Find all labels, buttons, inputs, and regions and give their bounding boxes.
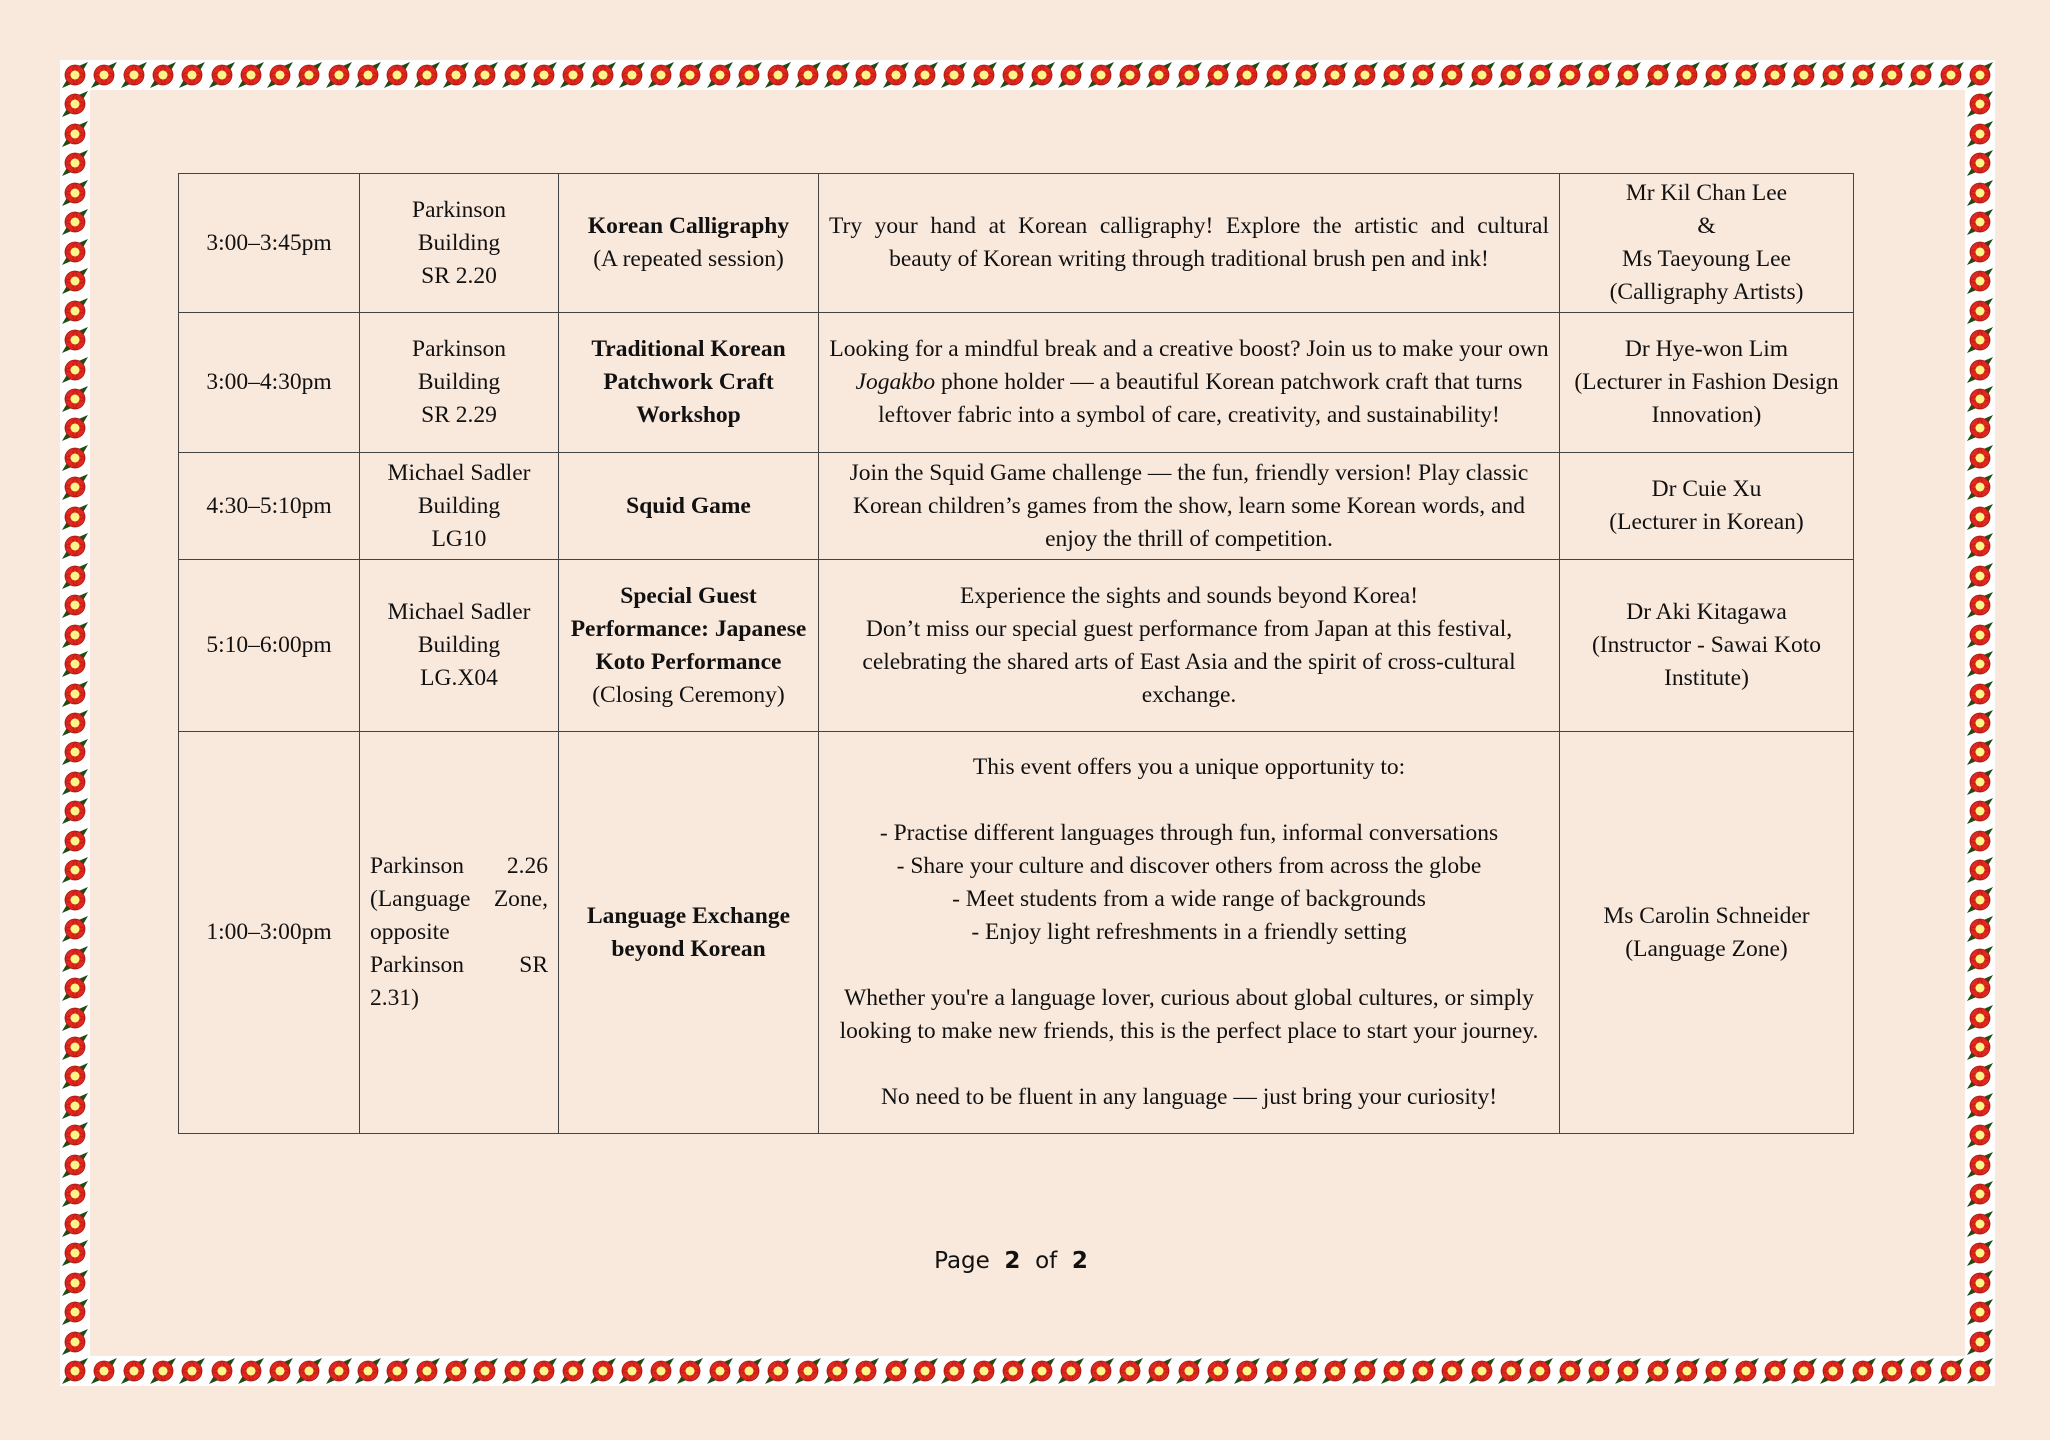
flower-icon bbox=[207, 60, 237, 90]
flower-icon bbox=[1965, 178, 1995, 208]
flower-icon bbox=[382, 60, 412, 90]
location-cell: Parkinson Building SR 2.20 bbox=[360, 174, 559, 313]
flower-icon bbox=[177, 1356, 207, 1386]
flower-icon bbox=[1555, 60, 1585, 90]
flower-icon bbox=[1965, 767, 1995, 797]
flower-icon bbox=[1965, 885, 1995, 915]
flower-icon bbox=[1232, 60, 1262, 90]
flower-icon bbox=[470, 1356, 500, 1386]
flower-icon bbox=[1262, 60, 1292, 90]
description-text: phone holder — a beautiful Korean patchwork craft that turns leftover fabric into a symbol of care, creativity, and sustainability! bbox=[878, 369, 1523, 428]
flower-icon bbox=[763, 1356, 793, 1386]
location-cell: Parkinson Building SR 2.29 bbox=[360, 313, 559, 453]
flower-icon bbox=[500, 60, 530, 90]
location-cell: Michael Sadler Building LG10 bbox=[360, 453, 559, 560]
time-cell: 4:30–5:10pm bbox=[179, 453, 360, 560]
flower-icon bbox=[1965, 502, 1995, 532]
flower-icon bbox=[1965, 796, 1995, 826]
flower-icon bbox=[60, 325, 90, 355]
flower-icon bbox=[1965, 973, 1995, 1003]
flower-icon bbox=[675, 60, 705, 90]
flower-icon bbox=[60, 266, 90, 296]
flower-icon bbox=[1731, 60, 1761, 90]
description-cell bbox=[819, 313, 1560, 453]
flower-icon bbox=[1672, 60, 1702, 90]
flower-icon bbox=[1965, 590, 1995, 620]
flower-icon bbox=[1936, 60, 1966, 90]
flower-icon bbox=[60, 796, 90, 826]
flower-icon bbox=[60, 973, 90, 1003]
flower-icon bbox=[851, 1356, 881, 1386]
flower-icon bbox=[1965, 1003, 1995, 1033]
description-cell: Try your hand at Korean calligraphy! Explore the artistic and cultural beauty of Korean writing through traditional brush pen and ink! bbox=[819, 174, 1560, 313]
flower-icon bbox=[60, 148, 90, 178]
flower-icon bbox=[89, 1356, 119, 1386]
flower-icon bbox=[60, 384, 90, 414]
flower-icon bbox=[441, 60, 471, 90]
time-cell: 3:00–4:30pm bbox=[179, 313, 360, 453]
flower-icon bbox=[1643, 60, 1673, 90]
flower-icon bbox=[851, 60, 881, 90]
flower-icon bbox=[1965, 413, 1995, 443]
description-cell: This event offers you a unique opportunity to: - Practise different languages through fun, informal conversations - Share your culture and discover others from across the globe - Meet students from a wide range of backgrounds - Enjoy light refreshments in a friendly setting Whether you're a language lover, curious about global cultures, or simply looking to make new friends, this is the perfect place to start your journey. No need to be fluent in any language — just bring your curiosity! bbox=[819, 732, 1560, 1134]
flower-icon bbox=[119, 1356, 149, 1386]
flower-icon bbox=[1818, 60, 1848, 90]
flower-icon bbox=[60, 1297, 90, 1327]
flower-icon bbox=[148, 60, 178, 90]
description-cell: Join the Squid Game challenge — the fun, friendly version! Play classic Korean children’s games from the show, learn some Korean words, and enjoy the thrill of competition. bbox=[819, 453, 1560, 560]
flower-icon bbox=[1965, 266, 1995, 296]
flower-icon bbox=[470, 60, 500, 90]
flower-icon bbox=[1965, 737, 1995, 767]
of-label: of bbox=[1035, 1248, 1058, 1274]
flower-icon bbox=[60, 590, 90, 620]
flower-icon bbox=[705, 60, 735, 90]
flower-icon bbox=[939, 1356, 969, 1386]
flower-icon bbox=[1965, 355, 1995, 385]
flower-icon bbox=[646, 1356, 676, 1386]
flower-icon bbox=[1965, 531, 1995, 561]
flower-icon bbox=[1027, 1356, 1057, 1386]
flower-icon bbox=[60, 119, 90, 149]
flower-icon bbox=[265, 60, 295, 90]
flower-icon bbox=[60, 737, 90, 767]
flower-icon bbox=[1086, 60, 1116, 90]
flower-icon bbox=[1965, 472, 1995, 502]
flower-icon bbox=[1965, 325, 1995, 355]
flower-icon bbox=[60, 620, 90, 650]
flower-icon bbox=[1965, 620, 1995, 650]
flower-icon bbox=[60, 944, 90, 974]
host-cell: Ms Carolin Schneider (Language Zone) bbox=[1560, 732, 1854, 1134]
location-cell: Michael Sadler Building LG.X04 bbox=[360, 560, 559, 732]
flower-icon bbox=[1965, 443, 1995, 473]
flower-icon bbox=[1965, 561, 1995, 591]
flower-icon bbox=[1965, 384, 1995, 414]
flower-icon bbox=[1232, 1356, 1262, 1386]
flower-icon bbox=[265, 1356, 295, 1386]
flower-icon bbox=[60, 1150, 90, 1180]
event-cell bbox=[559, 560, 819, 732]
flower-icon bbox=[646, 60, 676, 90]
flower-icon bbox=[588, 1356, 618, 1386]
flower-icon bbox=[734, 1356, 764, 1386]
flower-icon bbox=[822, 1356, 852, 1386]
flower-icon bbox=[60, 1327, 90, 1357]
flower-icon bbox=[60, 1091, 90, 1121]
flower-icon bbox=[60, 679, 90, 709]
flower-icon bbox=[1027, 60, 1057, 90]
event-subtitle: (A repeated session) bbox=[593, 246, 784, 272]
flower-icon bbox=[177, 60, 207, 90]
flower-icon bbox=[60, 443, 90, 473]
event-subtitle: (Closing Ceremony) bbox=[592, 681, 785, 708]
flower-icon bbox=[500, 1356, 530, 1386]
event-title: Korean Calligraphy bbox=[587, 213, 790, 239]
flower-icon bbox=[324, 60, 354, 90]
flower-icon bbox=[1408, 1356, 1438, 1386]
flower-icon bbox=[1789, 1356, 1819, 1386]
description-text: Looking for a mindful break and a creative boost? Join us to make your own bbox=[829, 336, 1549, 362]
flower-icon bbox=[1496, 1356, 1526, 1386]
flower-icon bbox=[1877, 60, 1907, 90]
flower-icon bbox=[1965, 60, 1995, 90]
flower-icon bbox=[1584, 1356, 1614, 1386]
flower-icon bbox=[1467, 60, 1497, 90]
flower-icon bbox=[617, 60, 647, 90]
flower-icon bbox=[1320, 1356, 1350, 1386]
flower-icon bbox=[1467, 1356, 1497, 1386]
flower-icon bbox=[294, 60, 324, 90]
flower-icon bbox=[60, 767, 90, 797]
flower-icon bbox=[1965, 207, 1995, 237]
flower-icon bbox=[1555, 1356, 1585, 1386]
flower-icon bbox=[1965, 914, 1995, 944]
flower-icon bbox=[998, 1356, 1028, 1386]
flower-icon bbox=[1584, 60, 1614, 90]
flower-icon bbox=[998, 60, 1028, 90]
description-cell: Experience the sights and sounds beyond Korea! Don’t miss our special guest performance from Japan at this festival, celebrating the shared arts of East Asia and the spirit of cross-cultural exchange. bbox=[819, 560, 1560, 732]
flower-icon bbox=[60, 89, 90, 119]
flower-icon bbox=[1965, 119, 1995, 149]
flower-icon bbox=[353, 60, 383, 90]
flower-icon bbox=[60, 531, 90, 561]
event-title: Traditional Korean Patchwork Craft Workshop bbox=[559, 313, 819, 453]
flower-icon bbox=[294, 1356, 324, 1386]
flower-icon bbox=[236, 1356, 266, 1386]
event-cell bbox=[559, 174, 819, 313]
flower-icon bbox=[1965, 1150, 1995, 1180]
flower-icon bbox=[881, 1356, 911, 1386]
flower-icon bbox=[119, 60, 149, 90]
schedule-table bbox=[178, 173, 1854, 1134]
host-cell: Dr Aki Kitagawa (Instructor - Sawai Koto Institute) bbox=[1560, 560, 1854, 732]
flower-icon bbox=[1350, 60, 1380, 90]
flower-icon bbox=[60, 561, 90, 591]
flower-icon bbox=[1672, 1356, 1702, 1386]
flower-icon bbox=[1965, 649, 1995, 679]
flower-icon bbox=[793, 1356, 823, 1386]
flower-icon bbox=[60, 502, 90, 532]
flower-icon bbox=[1848, 1356, 1878, 1386]
flower-icon bbox=[1144, 60, 1174, 90]
flower-icon bbox=[763, 60, 793, 90]
host-cell: Dr Cuie Xu (Lecturer in Korean) bbox=[1560, 453, 1854, 560]
flower-icon bbox=[1965, 296, 1995, 326]
flower-icon bbox=[910, 60, 940, 90]
flower-icon bbox=[1379, 60, 1409, 90]
time-cell: 1:00–3:00pm bbox=[179, 732, 360, 1134]
description-emphasis: Jogakbo bbox=[855, 369, 936, 395]
flower-icon bbox=[148, 1356, 178, 1386]
flower-icon bbox=[1115, 1356, 1145, 1386]
event-title: Special Guest Performance: Japanese Koto Performance bbox=[570, 582, 807, 675]
flower-icon bbox=[1320, 60, 1350, 90]
flower-icon bbox=[1613, 1356, 1643, 1386]
flower-icon bbox=[60, 855, 90, 885]
flower-icon bbox=[60, 1032, 90, 1062]
flower-icon bbox=[60, 237, 90, 267]
flower-icon bbox=[60, 413, 90, 443]
flower-icon bbox=[1760, 1356, 1790, 1386]
flower-icon bbox=[558, 60, 588, 90]
flower-icon bbox=[969, 1356, 999, 1386]
flower-icon bbox=[1056, 1356, 1086, 1386]
host-cell: Dr Hye-won Lim (Lecturer in Fashion Design Innovation) bbox=[1560, 313, 1854, 453]
flower-icon bbox=[60, 885, 90, 915]
flower-icon bbox=[60, 60, 90, 90]
flower-icon bbox=[1291, 60, 1321, 90]
flower-icon bbox=[1965, 1091, 1995, 1121]
flower-icon bbox=[60, 296, 90, 326]
flower-icon bbox=[207, 1356, 237, 1386]
flower-icon bbox=[910, 1356, 940, 1386]
flower-icon bbox=[60, 472, 90, 502]
flower-icon bbox=[412, 1356, 442, 1386]
flower-icon bbox=[1643, 1356, 1673, 1386]
flower-icon bbox=[60, 1003, 90, 1033]
flower-icon bbox=[1496, 60, 1526, 90]
flower-icon bbox=[675, 1356, 705, 1386]
flower-icon bbox=[60, 1061, 90, 1091]
flower-icon bbox=[60, 1209, 90, 1239]
table-row bbox=[179, 313, 1854, 453]
flower-icon bbox=[1936, 1356, 1966, 1386]
flower-icon bbox=[382, 1356, 412, 1386]
flower-icon bbox=[1174, 60, 1204, 90]
flower-icon bbox=[1965, 708, 1995, 738]
flower-icon bbox=[1965, 1297, 1995, 1327]
table-row bbox=[179, 560, 1854, 732]
flower-icon bbox=[89, 60, 119, 90]
flower-icon bbox=[1965, 1179, 1995, 1209]
flower-icon bbox=[60, 708, 90, 738]
flower-icon bbox=[529, 1356, 559, 1386]
flower-icon bbox=[1965, 148, 1995, 178]
flower-icon bbox=[734, 60, 764, 90]
time-cell: 3:00–3:45pm bbox=[179, 174, 360, 313]
flower-icon bbox=[1203, 1356, 1233, 1386]
page-number bbox=[0, 1248, 2022, 1274]
flower-icon bbox=[1203, 60, 1233, 90]
current-page: 2 bbox=[1004, 1248, 1021, 1274]
page-label: Page bbox=[934, 1248, 990, 1274]
flower-icon bbox=[1144, 1356, 1174, 1386]
table-row bbox=[179, 732, 1854, 1134]
flower-icon bbox=[353, 1356, 383, 1386]
flower-icon bbox=[1965, 1032, 1995, 1062]
flower-icon bbox=[60, 1356, 90, 1386]
flower-icon bbox=[1965, 1061, 1995, 1091]
flower-icon bbox=[1525, 60, 1555, 90]
flower-icon bbox=[1701, 1356, 1731, 1386]
flower-icon bbox=[1965, 826, 1995, 856]
flower-icon bbox=[1408, 60, 1438, 90]
flower-icon bbox=[1906, 60, 1936, 90]
flower-icon bbox=[969, 60, 999, 90]
flower-icon bbox=[1056, 60, 1086, 90]
flower-icon bbox=[1789, 60, 1819, 90]
flower-icon bbox=[1877, 1356, 1907, 1386]
flower-icon bbox=[1379, 1356, 1409, 1386]
flower-icon bbox=[1437, 1356, 1467, 1386]
event-title: Language Exchange beyond Korean bbox=[559, 732, 819, 1134]
flower-icon bbox=[1115, 60, 1145, 90]
flower-icon bbox=[1174, 1356, 1204, 1386]
flower-icon bbox=[60, 1179, 90, 1209]
flower-icon bbox=[60, 914, 90, 944]
location-cell: Parkinson 2.26 (Language Zone, opposite Parkinson SR 2.31) bbox=[360, 732, 559, 1134]
flower-icon bbox=[1701, 60, 1731, 90]
flower-icon bbox=[1818, 1356, 1848, 1386]
flower-icon bbox=[236, 60, 266, 90]
flower-icon bbox=[1437, 60, 1467, 90]
flower-icon bbox=[1906, 1356, 1936, 1386]
table-row bbox=[179, 453, 1854, 560]
flower-icon bbox=[1848, 60, 1878, 90]
flower-icon bbox=[939, 60, 969, 90]
flower-icon bbox=[1965, 679, 1995, 709]
flower-icon bbox=[1965, 855, 1995, 885]
flower-icon bbox=[793, 60, 823, 90]
flower-icon bbox=[60, 826, 90, 856]
flower-icon bbox=[1965, 1356, 1995, 1386]
flower-icon bbox=[1731, 1356, 1761, 1386]
flower-icon bbox=[60, 178, 90, 208]
flower-icon bbox=[1291, 1356, 1321, 1386]
flower-icon bbox=[1965, 89, 1995, 119]
flower-icon bbox=[822, 60, 852, 90]
table-row bbox=[179, 174, 1854, 313]
flower-icon bbox=[1965, 1209, 1995, 1239]
flower-icon bbox=[1350, 1356, 1380, 1386]
host-cell: Mr Kil Chan Lee & Ms Taeyoung Lee (Calligraphy Artists) bbox=[1560, 174, 1854, 313]
flower-icon bbox=[529, 60, 559, 90]
flower-icon bbox=[1965, 1327, 1995, 1357]
flower-icon bbox=[1086, 1356, 1116, 1386]
flower-icon bbox=[441, 1356, 471, 1386]
flower-icon bbox=[617, 1356, 647, 1386]
flower-icon bbox=[705, 1356, 735, 1386]
flower-icon bbox=[1760, 60, 1790, 90]
flower-icon bbox=[1525, 1356, 1555, 1386]
flower-icon bbox=[324, 1356, 354, 1386]
flower-icon bbox=[60, 649, 90, 679]
event-title: Squid Game bbox=[559, 453, 819, 560]
flower-icon bbox=[558, 1356, 588, 1386]
flower-icon bbox=[1965, 1120, 1995, 1150]
flower-icon bbox=[60, 355, 90, 385]
flower-icon bbox=[1965, 237, 1995, 267]
total-pages: 2 bbox=[1071, 1248, 1088, 1274]
flower-icon bbox=[60, 1120, 90, 1150]
flower-icon bbox=[1262, 1356, 1292, 1386]
time-cell: 5:10–6:00pm bbox=[179, 560, 360, 732]
flower-icon bbox=[1613, 60, 1643, 90]
flower-icon bbox=[881, 60, 911, 90]
flower-icon bbox=[588, 60, 618, 90]
flower-icon bbox=[412, 60, 442, 90]
flower-icon bbox=[1965, 944, 1995, 974]
flower-icon bbox=[60, 207, 90, 237]
